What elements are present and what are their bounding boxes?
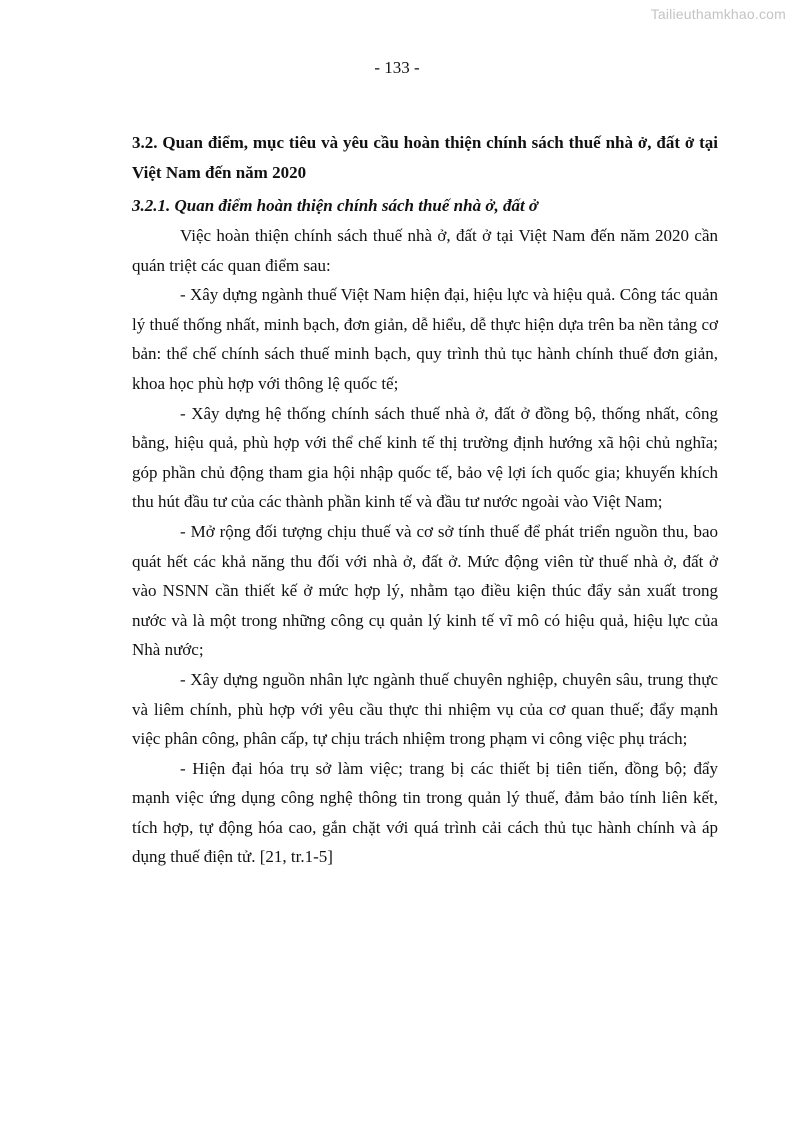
paragraph-point-2: - Xây dựng hệ thống chính sách thuế nhà ở, đất ở đồng bộ, thống nhất, công bằng, hiệu quả, phù hợp với thể chế kinh tế thị trường định hướng xã hội chủ nghĩa; góp phần chủ động tham gia hội nhập quốc tế, bảo vệ lợi ích quốc gia; khuyến khích thu hút đầu tư của các thành phần kinh tế và đầu tư nước ngoài vào Việt Nam; [132,403,718,512]
paragraph-intro: Việc hoàn thiện chính sách thuế nhà ở, đất ở tại Việt Nam đến năm 2020 cần quán triệt các quan điểm sau: [132,226,718,275]
watermark-text: Tailieuthamkhao.com [650,6,786,22]
subsection-title: 3.2.1. Quan điểm hoàn thiện chính sách thuế nhà ở, đất ở [132,196,539,215]
paragraph-point-4: - Xây dựng nguồn nhân lực ngành thuế chuyên nghiệp, chuyên sâu, trung thực và liêm chính, phù hợp với yêu cầu thực thi nhiệm vụ của cơ quan thuế; đẩy mạnh việc phân công, phân cấp, tự chịu trách nhiệm trong phạm vi công việc phụ trách; [132,669,718,749]
paragraph-point-1: - Xây dựng ngành thuế Việt Nam hiện đại, hiệu lực và hiệu quả. Công tác quản lý thuế thống nhất, minh bạch, đơn giản, dễ hiểu, dễ thực hiện dựa trên ba nền tảng cơ bản: thể chế chính sách thuế minh bạch, quy trình thủ tục hành chính thuế đơn giản, khoa học phù hợp với thông lệ quốc tế; [132,285,718,393]
paragraph-point-3: - Mở rộng đối tượng chịu thuế và cơ sở tính thuế để phát triển nguồn thu, bao quát hết các khả năng thu đối với nhà ở, đất ở. Mức động viên từ thuế nhà ở, đất ở vào NSNN cần thiết kế ở mức hợp lý, nhằm tạo điều kiện thúc đẩy sản xuất trong nước và là một trong những công cụ quản lý kinh tế vĩ mô có hiệu quả, hiệu lực của Nhà nước; [132,521,718,660]
section-title: 3.2. Quan điểm, mục tiêu và yêu cầu hoàn thiện chính sách thuế nhà ở, đất ở tại Việt Nam đến năm 2020 [132,133,718,182]
paragraph-point-5: - Hiện đại hóa trụ sở làm việc; trang bị các thiết bị tiên tiến, đồng bộ; đẩy mạnh việc ứng dụng công nghệ thông tin trong quản lý thuế, đảm bảo tính liên kết, tích hợp, tự động hóa cao, gắn chặt với quá trình cải cách thủ tục hành chính và áp dụng thuế điện tử. [21, tr.1-5] [132,758,718,867]
page-number: - 133 - [374,58,420,77]
document-body [132,128,718,872]
